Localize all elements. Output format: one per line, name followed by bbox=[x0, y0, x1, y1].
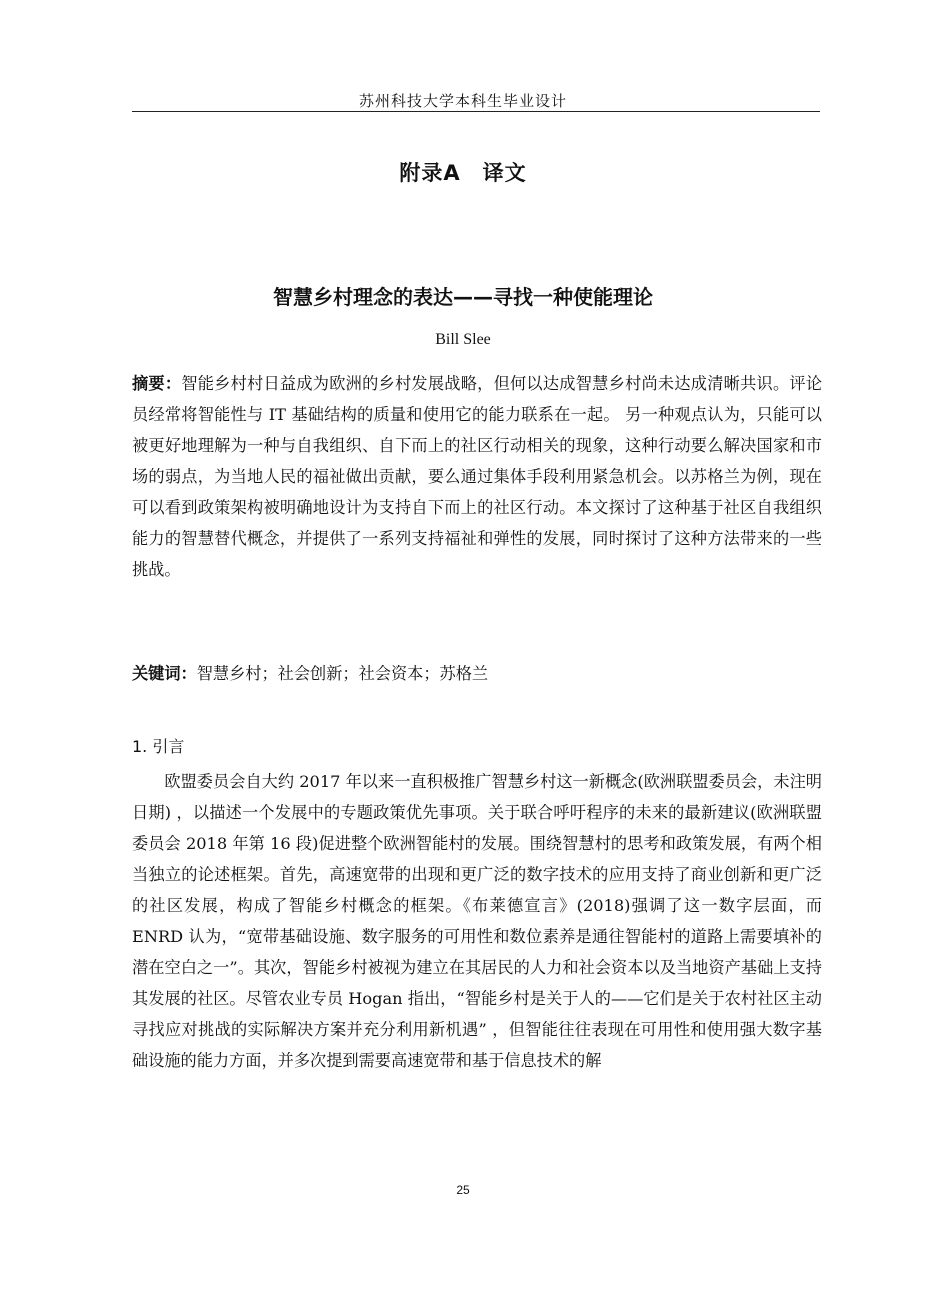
page-number: 25 bbox=[456, 1183, 470, 1197]
appendix-title: 附录A 译文 bbox=[399, 161, 527, 185]
running-header: 苏州科技大学本科生毕业设计 bbox=[358, 92, 567, 110]
author-name: Bill Slee bbox=[435, 331, 491, 348]
keywords-label: 关键词： bbox=[132, 664, 197, 683]
header-rule bbox=[132, 111, 820, 112]
keywords-text: 智慧乡村；社会创新；社会资本；苏格兰 bbox=[196, 664, 489, 683]
keywords-line bbox=[132, 658, 822, 689]
article-title: 智慧乡村理念的表达——寻找一种使能理论 bbox=[273, 285, 653, 309]
abstract-paragraph bbox=[132, 368, 822, 585]
abstract-text: 智能乡村村日益成为欧洲的乡村发展战略，但何以达成智慧乡村尚未达成清晰共识。评论员经常将智能性与 IT 基础结构的质量和使用它的能力联系在一起。 另一种观点认为，只能可以被更好地理解为一种与自我组织、自下而上的社区行动相关的现象，这种行动要么解决国家和市场的弱点，为当地人民的福祉做出贡献，要么通过集体手段利用紧急机会。以苏格兰为例，现在可以看到政策架构被明确地设计为支持自下而上的社区行动。本文探讨了这种基于社区自我组织能力的智慧替代概念，并提供了一系列支持福祉和弹性的发展，同时探讨了这种方法带来的一些挑战。 bbox=[132, 374, 823, 579]
abstract-label: 摘要： bbox=[132, 374, 182, 393]
introduction-paragraph: 欧盟委员会自大约 2017 年以来一直积极推广智慧乡村这一新概念(欧洲联盟委员会，未注明日期) ，以描述一个发展中的专题政策优先事项。关于联合呼吁程序的未来的最新建议(欧洲联盟委员会 2018 年第 16 段)促进整个欧洲智能村的发展。围绕智慧村的思考和政策发展，有两个相当独立的论述框架。首先，高速宽带的出现和更广泛的数字技术的应用支持了商业创新和更广泛的社区发展，构成了智能乡村概念的框架。《布莱德宣言》(2018)强调了这一数字层面，而 ENRD 认为，“宽带基础设施、数字服务的可用性和数位素养是通往智能村的道路上需要填补的潜在空白之一”。其次，智能乡村被视为建立在其居民的人力和社会资本以及当地资产基础上支持其发展的社区。尽管农业专员 Hogan 指出，“智能乡村是关于人的——它们是关于农村社区主动寻找应对挑战的实际解决方案并充分利用新机遇” ，但智能往往表现在可用性和使用强大数字基础设施的能力方面，并多次提到需要高速宽带和基于信息技术的解 bbox=[132, 772, 822, 1070]
section-heading-introduction: 1. 引言 bbox=[132, 737, 185, 756]
